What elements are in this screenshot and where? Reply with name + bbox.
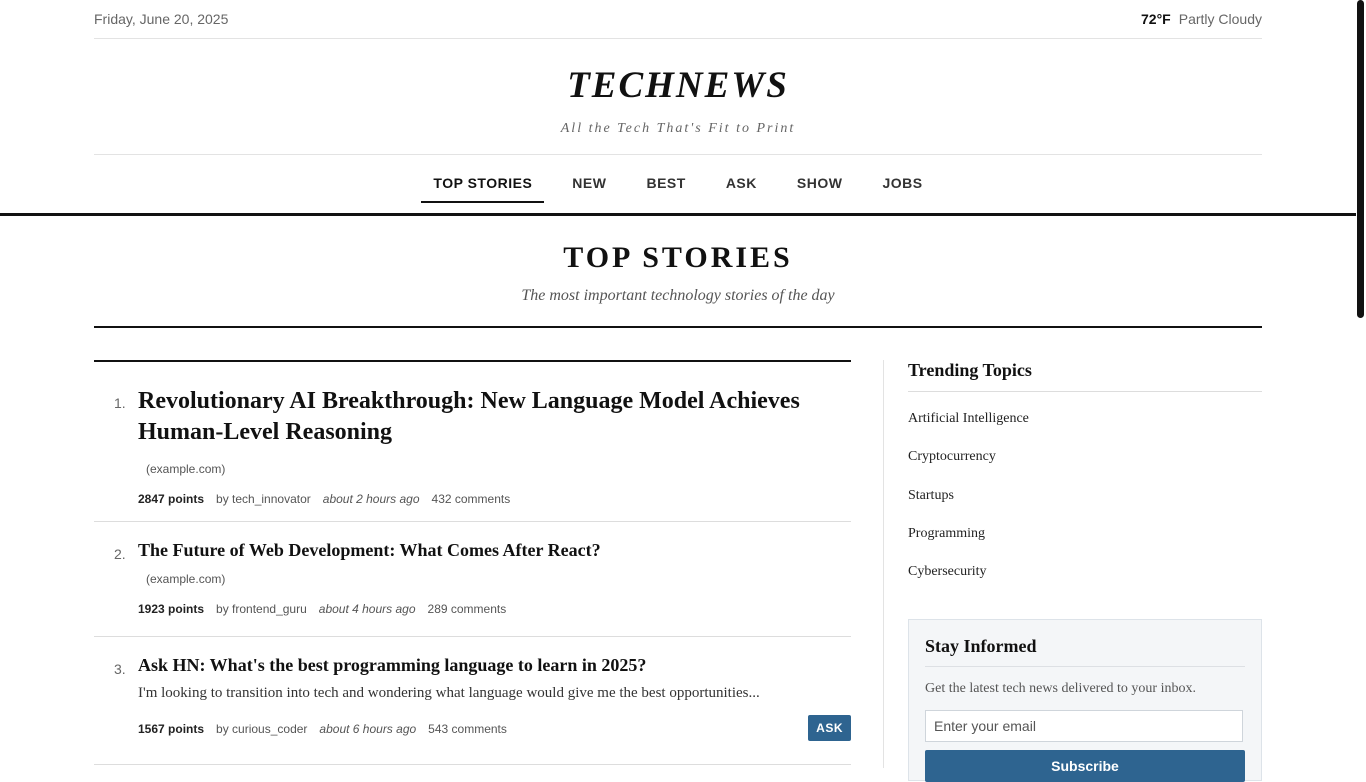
story-author[interactable]: by tech_innovator — [216, 492, 311, 506]
story-meta — [138, 722, 851, 736]
topic-startups[interactable]: Startups — [908, 487, 954, 503]
story-domain[interactable]: (example.com) — [146, 462, 226, 476]
temperature: 72°F — [1141, 11, 1171, 27]
topic-cybersecurity[interactable]: Cybersecurity — [908, 564, 987, 580]
current-date: Friday, June 20, 2025 — [94, 11, 229, 27]
story-time: about 6 hours ago — [319, 722, 417, 736]
masthead — [94, 39, 1262, 155]
story-time: about 4 hours ago — [318, 602, 416, 616]
nav-new[interactable]: NEW — [572, 175, 607, 191]
story-points: 2847 points — [138, 492, 205, 506]
newsletter-box — [908, 619, 1262, 781]
story-item — [94, 362, 851, 522]
story-time: about 2 hours ago — [322, 492, 420, 506]
story-snippet: I'm looking to transition into tech and wondering what language would give me the best opportunities... — [138, 685, 760, 701]
story-title[interactable]: Revolutionary AI Breakthrough: New Language Model Achieves Human-Level Reasoning — [138, 388, 800, 445]
nav-show[interactable]: SHOW — [796, 175, 843, 191]
column-divider — [883, 360, 884, 768]
story-title[interactable]: Ask HN: What's the best programming language to learn in 2025? — [138, 655, 647, 675]
scrollbar-thumb[interactable] — [1357, 0, 1364, 318]
newsletter-title: Stay Informed — [925, 636, 1245, 667]
main-nav — [0, 155, 1356, 216]
story-domain[interactable]: (example.com) — [146, 572, 226, 586]
story-title[interactable]: The Future of Web Development: What Comes After React? — [138, 540, 601, 560]
sidebar — [908, 360, 1262, 774]
nav-jobs[interactable]: JOBS — [882, 175, 923, 191]
story-comments-link[interactable]: 543 comments — [428, 722, 507, 736]
story-author[interactable]: by frontend_guru — [216, 602, 307, 616]
story-list — [94, 360, 851, 765]
trending-topics — [908, 400, 1262, 591]
weather-widget — [1141, 11, 1262, 27]
topic-cryptocurrency[interactable]: Cryptocurrency — [908, 449, 996, 465]
story-comments-link[interactable]: 432 comments — [431, 492, 511, 506]
story-meta — [138, 492, 851, 506]
section-subtitle: The most important technology stories of the day — [521, 287, 835, 304]
section-title: TOP STORIES — [563, 241, 793, 274]
story-rank: 3. — [114, 661, 126, 677]
story-rank: 2. — [114, 546, 126, 562]
story-comments-link[interactable]: 289 comments — [427, 602, 507, 616]
story-author[interactable]: by curious_coder — [216, 722, 308, 736]
story-meta — [138, 602, 851, 616]
story-rank: 1. — [114, 395, 126, 411]
nav-ask[interactable]: ASK — [725, 175, 757, 191]
top-bar — [94, 0, 1262, 39]
story-points: 1567 points — [138, 722, 205, 736]
newsletter-text: Get the latest tech news delivered to your inbox. — [925, 681, 1196, 696]
ask-badge[interactable]: ASK — [808, 715, 851, 741]
subscribe-button[interactable]: Subscribe — [925, 750, 1245, 782]
story-points: 1923 points — [138, 602, 205, 616]
section-header — [94, 216, 1262, 328]
email-input[interactable] — [925, 710, 1243, 742]
story-item — [94, 637, 851, 765]
topic-artificial-intelligence[interactable]: Artificial Intelligence — [908, 411, 1029, 426]
nav-best[interactable]: BEST — [646, 175, 686, 191]
site-logo[interactable]: TECHNEWS — [567, 65, 789, 106]
weather-condition: Partly Cloudy — [1178, 11, 1262, 27]
trending-title: Trending Topics — [908, 360, 1262, 392]
site-tagline: All the Tech That's Fit to Print — [560, 121, 796, 136]
topic-programming[interactable]: Programming — [908, 525, 985, 541]
story-item — [94, 522, 851, 637]
nav-top-stories[interactable]: TOP STORIES — [421, 155, 544, 203]
